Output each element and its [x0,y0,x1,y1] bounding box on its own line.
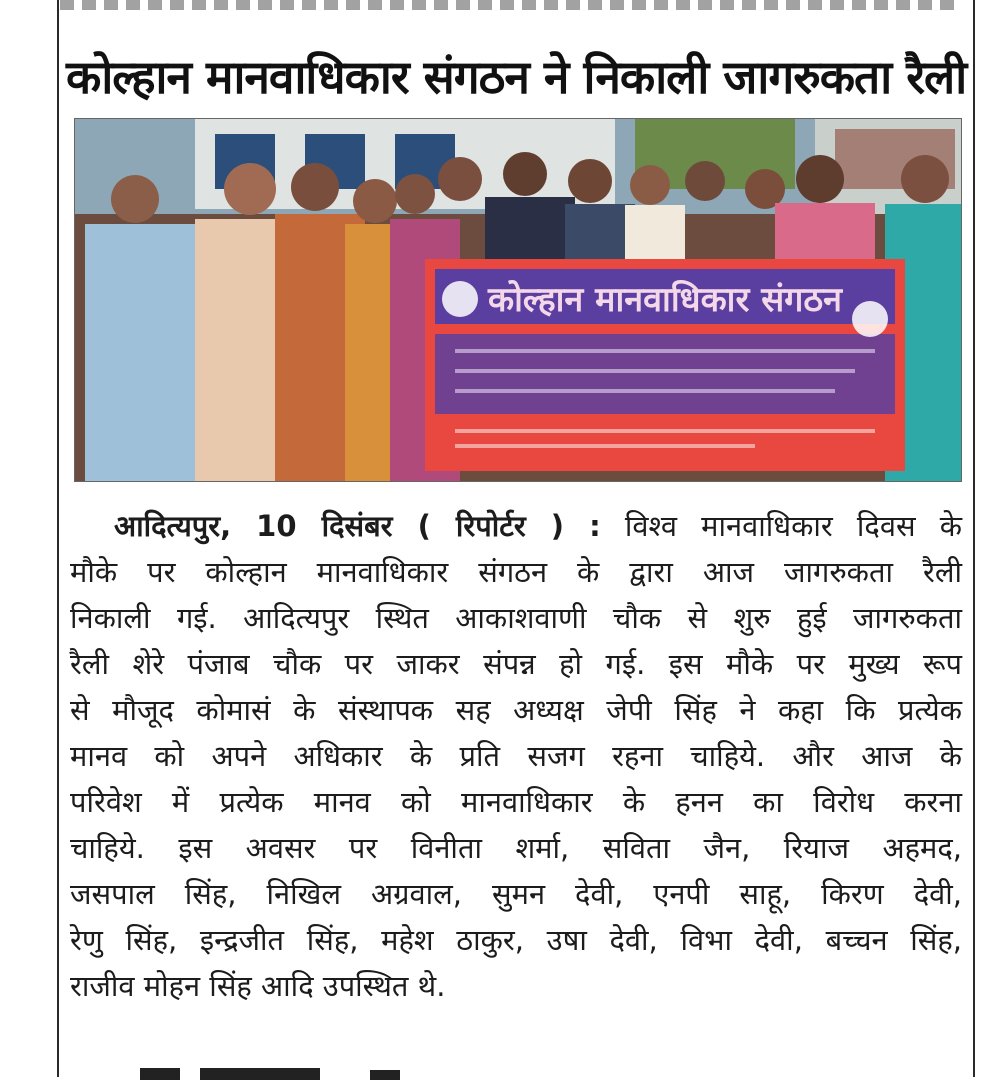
article-line: परिवेश में प्रत्येक मानव को मानवाधिकार के हनन का विरोध करना [70,785,962,819]
article-line: से मौजूद कोमासं के संस्थापक सह अध्यक्ष जेपी सिंह ने कहा कि प्रत्येक [70,693,962,727]
article-line: आदित्यपुर, 10 दिसंबर ( रिपोर्टर ) : विश्व मानवाधिकार दिवस के [114,509,962,543]
column-rule-left [57,0,59,1077]
article-headline: कोल्हान मानवाधिकार संगठन ने निकाली जागरुकता रैली [66,50,967,104]
article-body [70,503,962,1009]
article-line: निकाली गई. आदित्यपुर स्थित आकाशवाणी चौक से शुरु हुई जागरुकता [70,601,962,635]
article-line: राजीव मोहन सिंह आदि उपस्थित थे. [70,969,446,1003]
article-line: रैली शेरे पंजाब चौक पर जाकर संपन्न हो गई. इस मौके पर मुख्य रूप [70,647,962,681]
article-line: चाहिये. इस अवसर पर विनीता शर्मा, सविता जैन, रियाज अहमद, [70,831,962,865]
rally-banner [425,259,905,471]
next-article-fragment [130,1060,430,1080]
banner-title: कोल्हान मानवाधिकार संगठन [488,280,842,320]
news-photo [74,118,962,482]
article-line: मौके पर कोल्हान मानवाधिकार संगठन के द्वारा आज जागरुकता रैली [70,555,962,589]
article-line: मानव को अपने अधिकार के प्रति सजग रहना चाहिये. और आज के [70,739,962,773]
previous-article-fragment [60,0,960,10]
article-line: रेणु सिंह, इन्द्रजीत सिंह, महेश ठाकुर, उषा देवी, विभा देवी, बच्चन सिंह, [70,923,962,957]
column-rule-right [973,0,975,1077]
article-dateline: आदित्यपुर, 10 दिसंबर ( रिपोर्टर ) : [114,509,601,543]
article-line: जसपाल सिंह, निखिल अग्रवाल, सुमन देवी, एनपी साहू, किरण देवी, [70,877,962,911]
rally-photo-illustration [75,119,961,481]
